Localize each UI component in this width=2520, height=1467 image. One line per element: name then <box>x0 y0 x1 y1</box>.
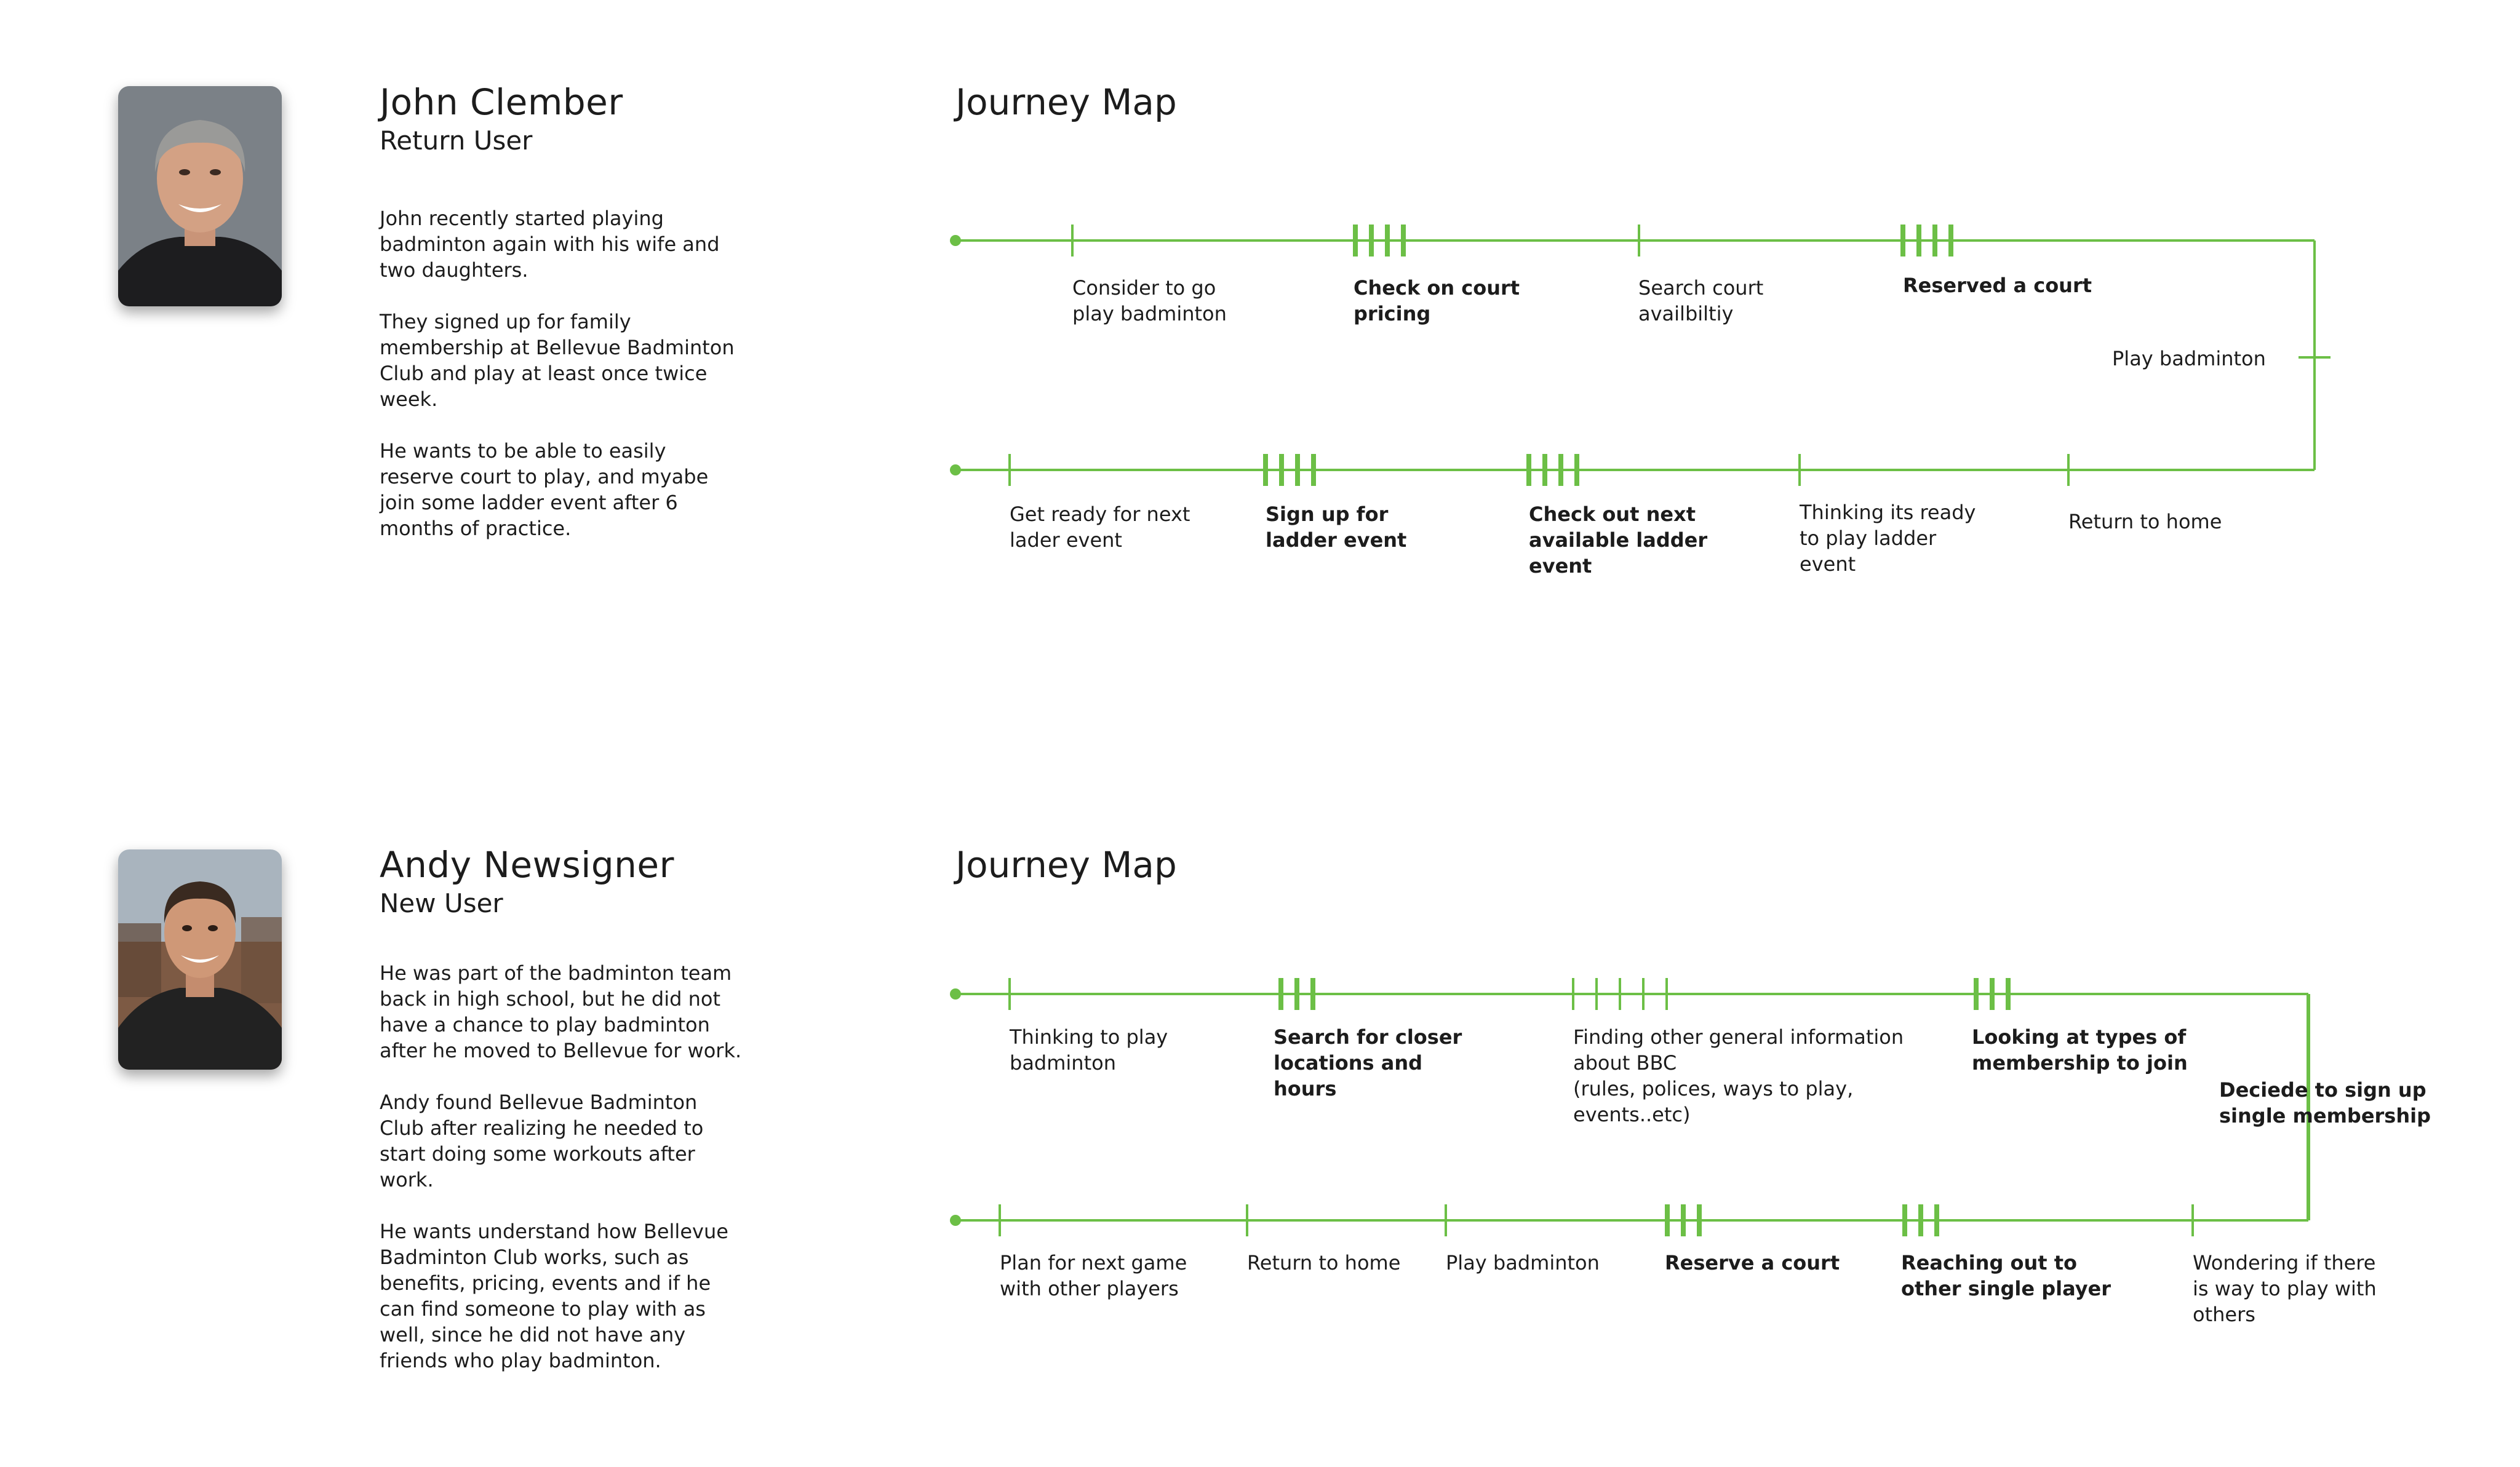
journey-step-label: Search court availbiltiy <box>1638 276 1764 325</box>
journey-step-label: Plan for next game with other players <box>1000 1251 1187 1300</box>
journey-map-title: Journey Map <box>955 81 1177 123</box>
persona-role: Return User <box>380 125 533 156</box>
journey-step-label: Reserve a court <box>1665 1251 1840 1274</box>
journey-step-label: Check out next available ladder event <box>1529 503 1708 578</box>
persona-name: Andy Newsigner <box>380 844 674 886</box>
bio-paragraph: He wants understand how Bellevue Badminton Club works, such as benefits, pricing, events and if he can find someone to play with as well, since he did not have any friends who play badminton. <box>380 1220 728 1372</box>
journey-step-label: Play badminton <box>1446 1251 1600 1274</box>
journey-step-label: Looking at types of membership to join <box>1972 1025 2188 1075</box>
journey-step-label: Deciede to sign up single membership <box>2219 1078 2431 1127</box>
bio-paragraph: John recently started playing badminton again with his wife and two daughters. <box>380 207 720 282</box>
bio-paragraph: He was part of the badminton team back in high school, but he did not have a chance to play badminton after he moved to Bellevue for work. <box>380 961 742 1062</box>
journey-step-label: Reaching out to other single player <box>1901 1251 2111 1300</box>
journey-step-label: Thinking to play badminton <box>1010 1025 1168 1075</box>
persona-role: New User <box>380 888 503 918</box>
persona-name: John Clember <box>380 81 623 123</box>
journey-start-dot <box>950 464 961 475</box>
journey-step-label: Play badminton <box>2112 347 2266 370</box>
journey-step-label: Thinking its ready to play ladder event <box>1800 501 1976 576</box>
bio-paragraph: They signed up for family membership at Bellevue Badminton Club and play at least once twice week. <box>380 310 735 411</box>
bio-paragraph: He wants to be able to easily reserve court to play, and myabe join some ladder event after 6 months of practice. <box>380 439 709 540</box>
journey-start-dot <box>950 988 961 1000</box>
journey-step-label: Search for closer locations and hours <box>1274 1025 1462 1100</box>
journey-map-title: Journey Map <box>955 844 1177 886</box>
journey-step-label: Finding other general information about BBC (rules, polices, ways to play, events..etc) <box>1573 1025 1904 1126</box>
journey-start-dot <box>950 1215 961 1226</box>
journey-step-label: Get ready for next lader event <box>1010 503 1190 552</box>
journey-step-label: Consider to go play badminton <box>1072 276 1227 325</box>
journey-step-label: Return to home <box>2068 510 2222 533</box>
journey-step-label: Sign up for ladder event <box>1266 503 1407 552</box>
journey-step-label: Reserved a court <box>1903 274 2092 297</box>
bio-paragraph: Andy found Bellevue Badminton Club after realizing he needed to start doing some workouts after work. <box>380 1091 704 1191</box>
journey-step-label: Wondering if there is way to play with others <box>2193 1251 2377 1326</box>
journey-start-dot <box>950 235 961 246</box>
journey-step-label: Check on court pricing <box>1354 276 1520 325</box>
journey-step-label: Return to home <box>1247 1251 1401 1274</box>
